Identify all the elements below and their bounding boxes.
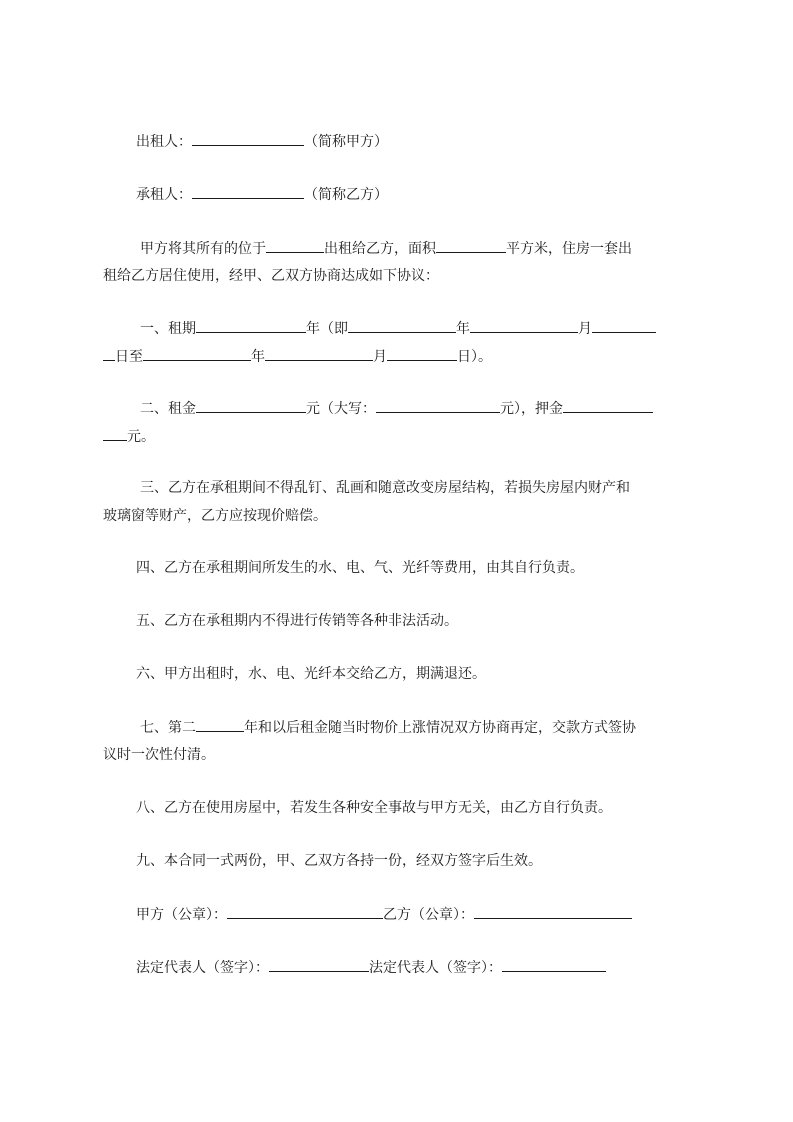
seal-line — [136, 904, 632, 925]
end-year-blank[interactable] — [143, 346, 251, 361]
rent-amount-blank[interactable] — [196, 398, 306, 413]
party-a-rep-label: 法定代表人（签字）： — [136, 960, 269, 976]
clause4-text: 四、乙方在承租期间所发生的水、电、气、光纤等费用，由其自行负责。 — [136, 560, 584, 576]
party-a-seal-label: 甲方（公章）： — [136, 907, 227, 923]
clause2-text-1: 二、租金 — [140, 401, 196, 417]
clause3-line-2 — [103, 506, 327, 526]
clause2-line-1 — [140, 398, 653, 419]
clause9-text: 九、本合同一式两份，甲、乙双方各持一份，经双方签字后生效。 — [136, 853, 542, 869]
deposit-blank-a[interactable] — [563, 398, 653, 413]
party-a-seal-blank[interactable] — [227, 904, 383, 919]
area-blank[interactable] — [436, 238, 506, 253]
term-years-blank[interactable] — [196, 318, 306, 333]
clause1-text-7: 月 — [373, 349, 387, 365]
clause7-text-3: 议时一次性付清。 — [103, 747, 215, 763]
party-b-rep-blank[interactable] — [502, 957, 606, 972]
clause1-line-1 — [140, 318, 656, 339]
lessor-blank[interactable] — [192, 131, 304, 146]
lessor-suffix: （简称甲方） — [304, 134, 388, 150]
year-number-blank[interactable] — [196, 717, 244, 732]
lessee-suffix: （简称乙方） — [304, 187, 388, 203]
clause8-line — [136, 798, 612, 818]
clause2-text-4: 元。 — [127, 429, 155, 445]
party-b-seal-label: 乙方（公章）： — [383, 907, 474, 923]
clause1-line-2 — [103, 346, 492, 367]
clause1-text-8: 日）。 — [457, 349, 492, 365]
lessee-blank[interactable] — [192, 184, 304, 199]
clause1-text-2: 年（即 — [306, 321, 348, 337]
clause1-text-5: 日至 — [115, 349, 143, 365]
clause7-line-1 — [140, 717, 636, 738]
lessor-label: 出租人： — [136, 134, 192, 150]
lessor-line — [136, 131, 388, 152]
representative-line — [136, 957, 606, 978]
lessee-label: 承租人： — [136, 187, 192, 203]
intro-line-1 — [140, 238, 632, 259]
intro-text-3: 平方米，住房一套出 — [506, 241, 632, 257]
party-b-rep-label: 法定代表人（签字）： — [369, 960, 502, 976]
clause6-text: 六、甲方出租时，水、电、光纤本交给乙方，期满退还。 — [136, 666, 486, 682]
clause4-line — [136, 558, 584, 578]
clause8-text: 八、乙方在使用房屋中，若发生各种安全事故与甲方无关，由乙方自行负责。 — [136, 800, 612, 816]
intro-line-2 — [103, 266, 439, 286]
clause3-line-1 — [140, 478, 630, 498]
clause7-text-2: 年和以后租金随当时物价上涨情况双方协商再定，交款方式签协 — [244, 720, 636, 736]
end-day-blank[interactable] — [387, 346, 457, 361]
start-month-blank[interactable] — [470, 318, 578, 333]
rent-amount-words-blank[interactable] — [376, 398, 500, 413]
intro-text-2: 出租给乙方，面积 — [324, 241, 436, 257]
clause1-text-4: 月 — [578, 321, 592, 337]
clause2-line-2 — [103, 426, 155, 447]
start-year-blank[interactable] — [348, 318, 456, 333]
intro-text-4: 租给乙方居住使用，经甲、乙双方协商达成如下协议： — [103, 268, 439, 284]
clause7-text-1: 七、第二 — [140, 720, 196, 736]
start-day-blank-b[interactable] — [103, 346, 115, 361]
clause9-line — [136, 851, 542, 871]
end-month-blank[interactable] — [265, 346, 373, 361]
clause2-text-3: 元），押金 — [500, 401, 563, 417]
party-b-seal-blank[interactable] — [474, 904, 632, 919]
clause5-line — [136, 611, 458, 631]
clause1-text-1: 一、租期 — [140, 321, 196, 337]
clause2-text-2: 元（大写： — [306, 401, 376, 417]
clause7-line-2 — [103, 745, 215, 765]
clause1-text-3: 年 — [456, 321, 470, 337]
start-day-blank-a[interactable] — [592, 318, 656, 333]
deposit-blank-b[interactable] — [103, 426, 127, 441]
party-a-rep-blank[interactable] — [269, 957, 369, 972]
lessee-line — [136, 184, 388, 205]
intro-text-1: 甲方将其所有的位于 — [140, 241, 266, 257]
location-blank[interactable] — [266, 238, 324, 253]
clause1-text-6: 年 — [251, 349, 265, 365]
clause6-line — [136, 664, 486, 684]
clause3-text-2: 玻璃窗等财产，乙方应按现价赔偿。 — [103, 508, 327, 524]
clause3-text-1: 三、乙方在承租期间不得乱钉、乱画和随意改变房屋结构，若损失房屋内财产和 — [140, 480, 630, 496]
clause5-text: 五、乙方在承租期内不得进行传销等各种非法活动。 — [136, 613, 458, 629]
